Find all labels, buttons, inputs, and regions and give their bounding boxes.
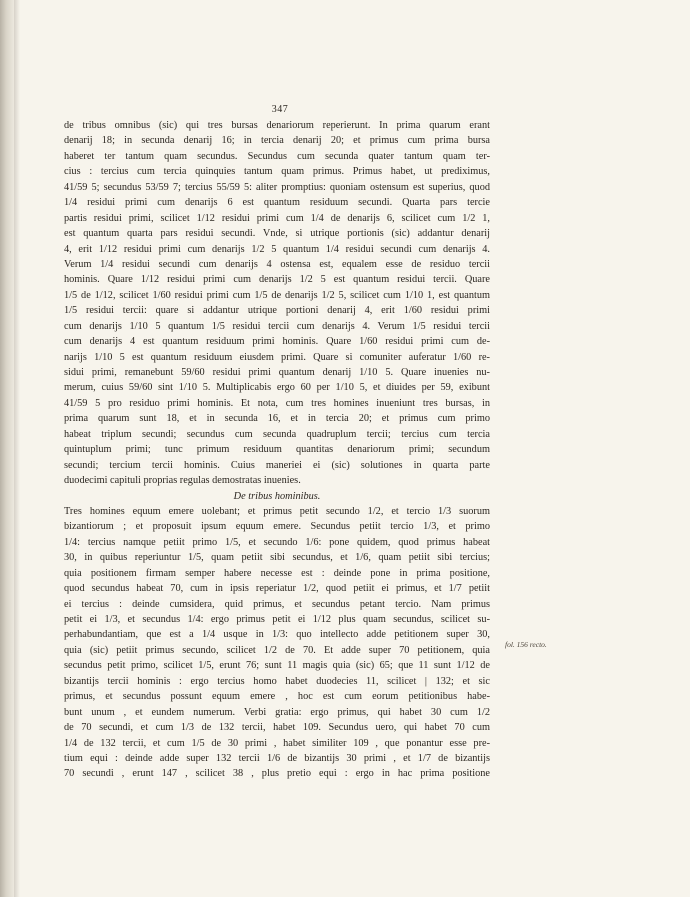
- text-line: 70 secundi , erunt 147 , scilicet 38 , plus pretio equi : ergo in hac prima positione: [64, 768, 490, 780]
- text-line: 1/4: tercius namque petiit primo 1/5, et secundo 1/6: pone quidem, quod primus habeat: [64, 536, 490, 548]
- text-line: narijs 1/10 5 est quantum residuum eiusdem primi. Quare si comuniter auferatur 1/60 re-: [64, 351, 490, 363]
- text-line: 30, in quibus reperiuntur 1/5, quam petiit sibi secundus, et 1/6, quam petiit sibi tercius;: [64, 552, 490, 564]
- gutter-shadow: [14, 0, 20, 897]
- text-line: partis residui primi, scilicet 1/12 residui primi cum 1/4 de denarijs 6, scilicet cum 1/2 1,: [64, 212, 490, 224]
- text-line: bizantiorum ; et proposuit ipsum equum emere. Secundus petiit tercio 1/3, et primo: [64, 521, 490, 533]
- text-line: merum, cuius 59/60 sint 1/10 5. Multiplicabis ergo 60 per 1/10 5, et diuides per 59, exibunt: [64, 382, 490, 394]
- text-line: 4, erit 1/12 residui primi cum denarijs 1/2 5 quantum 1/4 residui secundi cum denarijs 4.: [64, 243, 490, 255]
- text-line: cum denarijs 4 est quantum residuum primi hominis. Quare 1/60 residui primi cum de-: [64, 336, 490, 348]
- text-line: cius : tercius cum tercia quinquies tantum quam primus. Primus habet, ut prediximus,: [64, 166, 490, 178]
- text-line: habeat triplum secundi; secundus cum secunda quadruplum tercii; tercius cum tercia: [64, 428, 490, 440]
- text-line: Verum 1/4 residui secundi cum denarijs 4 ostensa est, equalem esse de residuo tercii: [64, 258, 490, 270]
- text-line: tium equi : deinde adde super 132 tercii 1/6 de bizantijs 30 primi , et 1/7 de bizantijs: [64, 752, 490, 764]
- text-line: petit ei 1/3, et secundus 1/4: ergo primus petit ei 1/12 plus quam secundus, scilicet su-: [64, 614, 490, 625]
- text-line: perhabundantiam, que est a 1/4 usque in 1/3: quo intellecto adde petitionem super 30,: [64, 629, 490, 641]
- text-line: 1/4 de 132 tercii, et cum 1/5 de 30 primi , habet similiter 109 , que ponantur esse pre-: [64, 737, 490, 749]
- text-line: 1/5 de 1/12, scilicet 1/60 residui primi cum 1/5 de denarijs 1/2 5, scilicet cum 1/10 1, est quantum: [64, 289, 490, 301]
- text-line: 41/59 5; secundus 53/59 7; tercius 55/59 5: aliter promptius: quoniam ostensum est superius, quod: [64, 181, 490, 193]
- text-line: haberet ter tantum quam secundus. Secundus cum secunda quater tantum quam ter-: [64, 150, 490, 162]
- text-line: quintuplum primi; tunc primum residuum quantitas denariorum primi; secundum: [64, 444, 490, 456]
- book-binding-edge: [0, 0, 14, 897]
- text-line: primus, et secundus possunt equum emere , hoc est cum eorum petitionibus habe-: [64, 691, 490, 703]
- text-line: 1/4 residui primi cum denarijs 6 est quantum residuum secundi. Quarta pars tercie: [64, 197, 490, 209]
- text-line: bizantijs tercii hominis : ergo tercius homo habet duodecies 11, scilicet | 132; et sic: [64, 675, 490, 687]
- page-number: 347: [271, 104, 289, 115]
- text-line: Tres homines equum emere uolebant; et primus petit secundo 1/2, et tercio 1/3 suorum: [64, 505, 490, 517]
- text-line: hominis. Quare 1/12 residui primi cum denarijs 1/2 5 est quantum residui tercii. Quare: [64, 274, 490, 286]
- text-line: secundi; tercium tercii hominis. Cuius maneriei ei (sic) solutiones in quarta parte: [64, 459, 490, 471]
- text-line: de 70 secundi, et cum 1/3 de 132 tercii, habet 109. Secundus uero, qui habet 70 cum: [64, 722, 490, 734]
- text-line: ei tercius : deinde cumsidera, quid primus, et secundus petant tercio. Nam primus: [64, 598, 490, 610]
- text-line: quod secundus habeat 70, cum in ipsis reperiatur 1/2, quod petiit ei primus, et 1/7 petiit: [64, 583, 490, 595]
- text-line: bunt unum , et eundem numerum. Verbi gratia: ergo primus, qui habet 30 cum 1/2: [64, 706, 490, 718]
- text-line: quia positionem firmam semper habere necesse est : deinde pone in prima positione,: [64, 567, 490, 579]
- main-text-block: [64, 118, 490, 782]
- text-line: de tribus omnibus (sic) qui tres bursas denariorum reperierunt. In prima quarum erant: [64, 120, 490, 131]
- text-line: prima quarum sunt 18, et in secunda 16, et in tercia 20; et primus cum primo: [64, 413, 490, 425]
- text-line: est quantum quarta pars residui secundi. Vnde, si utrique portionis (sic) addantur denarij: [64, 228, 490, 240]
- text-line: denarij 18; in secunda denarij 16; in tercia denarij 20; et primus cum prima bursa: [64, 135, 490, 147]
- marginal-folio-note: fol. 156 recto.: [505, 640, 547, 649]
- text-line: 41/59 5 pro residuo primi hominis. Et nota, cum tres homines inueniunt tres bursas, in: [64, 397, 490, 409]
- text-line: sidui primi, remanebunt 59/60 residui primi quantum denarij 1/10 5. Quare inuenies nu-: [64, 367, 490, 378]
- text-line: cum denarijs 1/10 5 quantum 1/5 residui tercii cum denarijs 4. Verum 1/5 residui tercii: [64, 320, 490, 332]
- text-line: quia (sic) petiit primus secundo, scilicet 1/2 de 70. Et adde super 70 petitionem, quia: [64, 644, 490, 656]
- text-line: secundus petit primo, scilicet 1/5, erunt 76; sunt 11 magis quia (sic) 65; que 11 sunt 1/12 de: [64, 660, 490, 672]
- text-line: duodecimi capituli proprias regulas demostratas inuenies.: [64, 475, 301, 487]
- text-line: 1/5 residui tercii: quare si addantur utrique portioni denarij 4, erit 1/60 residui primi: [64, 305, 490, 317]
- section-heading: De tribus hominibus.: [233, 490, 321, 502]
